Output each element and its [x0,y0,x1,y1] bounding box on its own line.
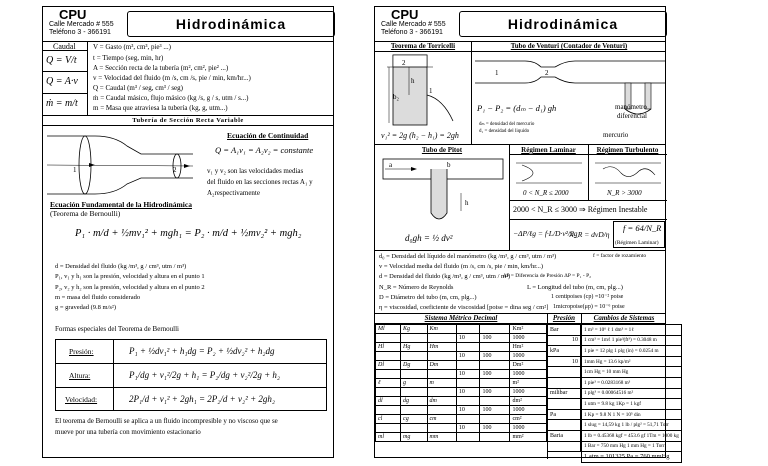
conversion-row [582,452,682,463]
metric-row [376,406,547,415]
pressure-unit: Pa [548,409,581,420]
pressure-multiplier: 10 [548,335,581,346]
right-brand [381,8,446,37]
metric-cell [456,361,480,370]
pressure-row [548,409,581,420]
right-brand-name: CPU [391,7,419,22]
pressure-row [548,367,581,378]
metric-cell [376,424,401,433]
metric-cell: Dg [401,361,427,370]
pressure-multiplier [548,441,581,452]
metric-row [376,352,547,361]
metric-row [376,343,547,352]
bernoulli-def-4: m = masa del fluido considerado [55,294,141,301]
conversion-cell: 1mm Hg = 13.6 kp/m² [582,356,682,367]
metric-cell: cm² [510,415,547,424]
bernoulli-def-2: P₁, v₁ y h₁ son la presión, velocidad y altura en el punto 1 [55,273,205,280]
metric-row [376,388,547,397]
metric-cell [427,424,456,433]
pressure-multiplier [548,420,581,431]
conversion-cell: 1 cm³ = 1mℓ 1 pie³(ft³) = 0.3048 m [582,335,682,346]
laminar-condition: 0 < N_R ≤ 2000 [523,189,569,197]
def-tiempo: t = Tiempo (seg, min, hr) [93,54,164,62]
metric-cell: Dm² [510,361,547,370]
pressure-title: Presión [552,314,576,322]
metric-cell: 1000 [510,406,547,415]
special-formula-velocity: 2P₁/d + v₁² + 2gh₁ = 2P₂/d + v₂² + 2gh₂ [129,394,276,404]
metric-cell: 1000 [510,424,547,433]
pressure-row [548,325,581,336]
pressure-unit: kPa [548,346,581,357]
left-title: Hidrodinámica [127,11,335,37]
continuity-text-1: v₁ y v₂ son las velocidades medias [207,167,304,175]
pressure-row [548,388,581,399]
def-fluid-density: d = Densidad del fluido (kg /m³, g / cm³, utm / m³) [379,273,511,280]
metric-cell [427,406,456,415]
metric-row [376,424,547,433]
bernoulli-title: Ecuación Fundamental de la Hidrodinámica [50,200,192,209]
metric-row [376,370,547,379]
continuity-text-3: A₂respectivamente [207,189,260,197]
metric-cell: cl [376,415,401,424]
pressure-row [548,346,581,357]
special-label-height: Altura: [69,371,91,380]
metric-cell: dm [427,397,456,406]
conversion-cell: 1 slug = 14,59 kg 1 lb / plg² = 51,71 Torr [582,420,682,431]
metric-row [376,325,547,334]
caudal-label: Caudal [53,42,76,51]
left-brand [49,8,114,37]
torricelli-formula: v₁² = 2g (h₂ − h₁) = 2gh [381,131,459,140]
metric-cell: 1000 [510,370,547,379]
metric-cell: Dl [376,361,401,370]
continuity-formula: Q = A₁v₁ = A₂v₂ = constante [215,145,314,155]
venturi-manometer-label: manómetro [615,103,647,111]
metric-cell: 1000 [510,388,547,397]
metric-cell: cg [401,415,427,424]
svg-text:1: 1 [429,87,433,95]
def-manometer-density: d₀ = Densidad del líquido del manómetro (kg /m³, g / cm³, utm / m³) [379,253,557,260]
metric-cell [456,343,480,352]
metric-cell: ml [376,433,401,442]
metric-cell [480,415,510,424]
conversion-cell: 1 pie = 12 plg 1 plg (in) = 0.0254 m [582,346,682,357]
metric-cell: 10 [456,352,480,361]
svg-text:1: 1 [495,69,499,77]
special-label-velocity: Velocidad: [65,395,98,404]
pressure-row [548,335,581,346]
def-gasto: V = Gasto (m³, cm³, pie³ ...) [93,43,171,51]
metric-cell: 10 [456,370,480,379]
def-centipoise: 1 centipoises (cp) =10⁻² poise [551,294,624,300]
def-masa: m = Masa que atraviesa la tubería (kg, g, utm...) [93,104,228,112]
metric-cell: dm² [510,397,547,406]
metric-cell: ℓ [376,379,401,388]
unstable-regime: 2000 < N_R ≤ 3000 ⇒ Régimen Inestable [513,205,648,214]
metric-cell [401,370,427,379]
conversion-cell: 1 plg³ = 0.00064516 m² [582,388,682,399]
def-seccion: A = Sección recta de la tubería (m², cm², pie² ...) [93,64,229,72]
metric-cell [376,352,401,361]
metric-cell [480,325,510,334]
metric-cell [427,388,456,397]
def-micropoise: 1micropoise(μp) = 10⁻⁶ poise [553,304,625,310]
metric-cell: mg [401,433,427,442]
venturi-differential-label: diferencial [617,112,647,120]
metric-cell [456,379,480,388]
pressure-unit: milibar [548,388,581,399]
conversion-row [582,356,682,367]
metric-cell: dg [401,397,427,406]
left-header [43,7,333,42]
svg-text:2: 2 [402,59,406,67]
metric-cell [480,343,510,352]
conversion-cell: 1 lb = 0.45368 kgf = 453.6 gf 1Tm = 1000 kg [582,430,682,441]
torricelli-diagram [383,53,463,127]
conversion-row [582,325,682,336]
metric-cell: cm [427,415,456,424]
pressure-unit: Baria [548,430,581,441]
def-mean-velocity: v = Velocidad media del fluido (m /s, cm /s, pie / min, km/hr...) [379,263,544,270]
metric-cell: mm [427,433,456,442]
laminar-friction-note: (Régimen Laminar) [615,240,659,246]
metric-row [376,379,547,388]
pressure-multiplier: 10 [548,356,581,367]
metric-cell: 10 [456,388,480,397]
metric-cell [401,334,427,343]
metric-cell: Km² [510,325,547,334]
metric-cell: Kg [401,325,427,334]
special-label-pressure: Presión: [69,347,94,356]
metric-cell [480,379,510,388]
metric-cell [427,352,456,361]
variable-pipe-diagram [45,128,195,202]
conversion-row [582,441,682,452]
pressure-multiplier [548,399,581,410]
right-phone: Teléfono 3 - 366191 [381,29,443,36]
metric-cell: mm² [510,433,547,442]
turbulent-flow-icon [593,159,663,187]
venturi-title: Tubo de Venturi (Contador de Venturi) [510,42,628,50]
svg-text:h: h [465,199,469,207]
metric-cell: g [401,379,427,388]
metric-cell [456,325,480,334]
section-bar: Tubería de Sección Recta Variable [132,117,244,124]
conversion-row [582,367,682,378]
pressure-row [548,356,581,367]
svg-text:b₂: b₂ [393,93,399,101]
left-address: Calle Mercado # 555 [49,21,114,28]
conversion-row [582,346,682,357]
metric-cell: 100 [480,424,510,433]
metric-cell: Hm² [510,343,547,352]
pipe-label-2: 2 [173,166,177,174]
metric-row [376,334,547,343]
laminar-flow-icon [514,159,584,187]
pressure-multiplier [548,377,581,388]
conversion-cell: 1 Kp = 9.8 N 1 N = 10⁵ din [582,409,682,420]
conversion-row [582,377,682,388]
def-caudal-masico: ṁ = Caudal másico, flujo másico (kg /s, g / s, utm / s...) [93,94,249,102]
metric-cell: 10 [456,334,480,343]
metric-cell: 1000 [510,334,547,343]
pitot-formula: d₀gh = ½ dv² [405,233,453,243]
def-diameter: D = Diámetro del tubo (m, cm, plg...) [379,294,477,301]
conversion-cell: 1 Bar = 750 mm Hg 1 mm Hg = 1 Torr [582,441,682,452]
metric-row [376,361,547,370]
venturi-formula: P₁ − P₂ = (dₘ − d₁) gh [477,103,557,113]
pressure-row [548,377,581,388]
def-velocidad: v = Velocidad del fluido (m /s, cm /s, pie / min, km/hr...) [93,74,251,82]
metric-table [375,324,547,442]
left-sheet [42,6,334,458]
def-caudal: Q = Caudal (m³ / seg, cm³ / seg) [93,84,183,92]
venturi-mercury-label: mercurio [603,131,629,139]
conversion-cell: 1cm Hg = 10 mm Hg [582,367,682,378]
def-friction: f = factor de rozamiento [593,253,647,259]
bernoulli-def-3: P₂, v₂ y h₂ son la presión, velocidad y altura en el punto 2 [55,284,205,291]
metric-cell [427,370,456,379]
metric-cell [480,361,510,370]
continuity-title: Ecuación de Continuidad [227,131,309,140]
def-viscosity: η = viscosidad, coeficiente de viscosidad [poise = dina seg / cm²] [379,304,549,311]
conversion-cell: 1 utm = 9.8 kg 1Kp = 1 kgf [582,399,682,410]
right-address: Calle Mercado # 555 [381,21,446,28]
metric-cell: Dm [427,361,456,370]
right-title: Hidrodinámica [459,11,667,37]
conversion-table [581,324,682,463]
svg-text:a: a [389,161,393,169]
metric-row [376,415,547,424]
pressure-row [548,420,581,431]
formula-q-v-t: Q = V/t [46,55,77,66]
metric-cell: 100 [480,388,510,397]
metric-cell [376,388,401,397]
metric-cell [401,352,427,361]
metric-cell: 100 [480,334,510,343]
pressure-row [548,430,581,441]
right-sheet [374,6,679,460]
metric-row [376,397,547,406]
conversion-row [582,335,682,346]
conversion-row [582,430,682,441]
metric-cell [376,406,401,415]
footer-line-1: El teorema de Bernoulli se aplica a un fluido incompresible y no viscoso que se [55,417,278,425]
conversion-row [582,409,682,420]
torricelli-title: Teorema de Torricelli [390,42,456,50]
turbulent-condition: N_R > 3000 [607,189,642,197]
metric-cell: 100 [480,352,510,361]
metric-cell: Hl [376,343,401,352]
pipe-label-1: 1 [73,166,77,174]
metric-cell: m² [510,379,547,388]
pressure-unit: Bar [548,325,581,336]
metric-cell [376,334,401,343]
def-pressure-diff: ΔP = Diferencia de Presión ΔP = P₁ - P₂ [503,273,592,279]
metric-cell [480,397,510,406]
pitot-diagram [381,157,505,227]
special-title: Formas especiales del Teorema de Bernoulli [55,325,179,333]
metric-cell [401,424,427,433]
metric-cell: Km [427,325,456,334]
pressure-unit [548,367,581,378]
friction-formula: −ΔP/ℓg = f·L/D·v²/2g [513,229,578,238]
metric-cell [456,397,480,406]
venturi-note-1: dₘ = densidad del mercurio [479,122,535,127]
pressure-row [548,399,581,410]
svg-text:2: 2 [545,69,549,77]
metric-cell [401,406,427,415]
metric-cell [376,370,401,379]
footer-line-2: mueve por una tubería con movimiento estacionario [55,428,201,436]
metric-cell [480,433,510,442]
conversion-cell: 1 m³ = 10⁶ ℓ 1 dm³ = 1ℓ [582,325,682,336]
conversion-cell: 1 atm = 101325 Pa = 760 mmHg [582,452,682,463]
left-phone: Teléfono 3 - 366191 [49,29,111,36]
pitot-title: Tubo de Pitot [421,146,463,154]
metric-title: Sistema Métrico Decimal [424,314,498,322]
metric-cell [427,334,456,343]
laminar-title: Régimen Laminar [521,146,576,154]
conversion-title: Cambios de Sistemas [593,314,655,322]
bernoulli-subtitle: (Teorema de Bernoulli) [50,209,121,218]
bernoulli-def-1: d = Densidad del fluido (kg /m³, g / cm³, utm / m³) [55,263,187,270]
metric-cell [456,433,480,442]
metric-cell: 10 [456,424,480,433]
def-reynolds: N_R = Número de Reynolds [379,284,454,291]
conversion-row [582,399,682,410]
pressure-row [548,441,581,452]
def-length: L = Longitud del tubo (m, cm, plg...) [527,284,623,291]
formula-mass-flow: ṁ = m/t [46,98,78,109]
special-formula-pressure: P₁ + ½dv₁² + h₁dg = P₂ + ½dv₂² + h₂dg [129,346,275,356]
metric-cell: 10 [456,406,480,415]
svg-text:h: h [411,77,415,85]
metric-cell [456,415,480,424]
pressure-table [547,324,581,452]
metric-cell: Hg [401,343,427,352]
left-brand-name: CPU [59,7,87,22]
right-header [375,7,665,42]
metric-cell: 100 [480,406,510,415]
svg-text:b: b [447,161,451,169]
bernoulli-formula: P₁ · m/d + ½mv₁² + mgh₁ = P₂ · m/d + ½mv₂² + mgh₂ [75,228,302,239]
turbulent-title: Régimen Turbulento [596,146,659,154]
reynolds-formula: N_R = dvD/η [569,230,610,239]
metric-row [376,433,547,442]
laminar-friction-formula: f = 64/N_R [623,223,662,233]
special-formula-height: P₁/dg + v₁²/2g + h₁ = P₂/dg + v₂²/2g + h₂ [129,370,281,380]
metric-cell: Ml [376,325,401,334]
metric-cell [401,388,427,397]
metric-cell: 1000 [510,352,547,361]
metric-cell: m [427,379,456,388]
bernoulli-def-5: g = gravedad (9.8 m/s²) [55,304,117,311]
metric-cell: 100 [480,370,510,379]
continuity-text-2: del fluido en las secciones rectas A₁ y [207,178,313,186]
metric-cell: Hm [427,343,456,352]
conversion-row [582,420,682,431]
metric-cell: dl [376,397,401,406]
conversion-row [582,388,682,399]
venturi-note-2: d₁ = densidad del liquido [479,129,530,134]
conversion-cell: 1 pie³ = 0.0283168 m³ [582,377,682,388]
formula-q-av: Q = A·v [46,76,78,87]
